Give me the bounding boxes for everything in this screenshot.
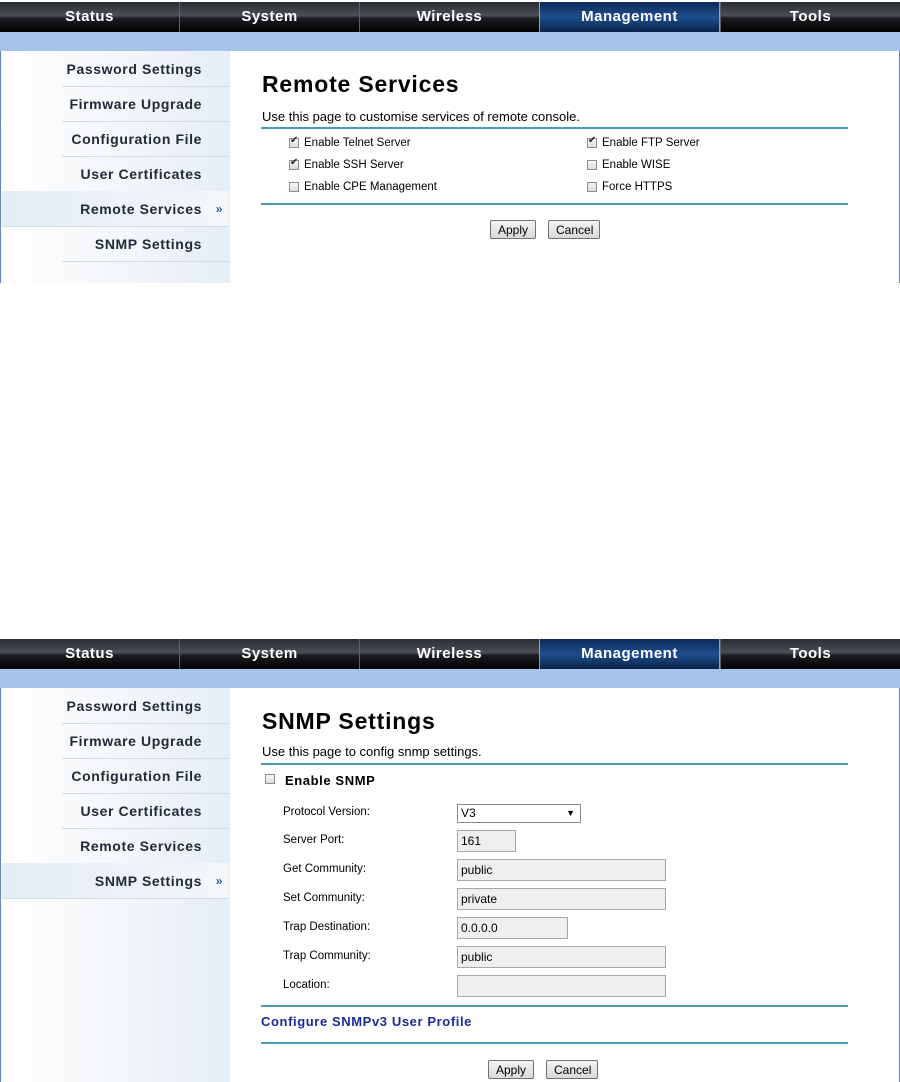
dropdown-caret-icon: ▼ xyxy=(566,808,575,818)
ftp-label: Enable FTP Server xyxy=(602,137,700,149)
ftp-checkbox-row[interactable] xyxy=(587,137,700,149)
trap-destination-input[interactable]: 0.0.0.0 xyxy=(457,917,568,939)
sidebar-item-label: User Certificates xyxy=(80,166,202,182)
sub-header-band xyxy=(0,32,900,51)
sidebar-item-label: Configuration File xyxy=(71,768,202,784)
wise-checkbox[interactable] xyxy=(587,160,597,170)
nav-tab-management[interactable]: Management xyxy=(539,639,720,669)
sidebar-item-snmp-settings[interactable] xyxy=(62,226,229,262)
enable-snmp-row[interactable] xyxy=(265,774,280,784)
divider xyxy=(261,127,848,129)
get-community-input[interactable]: public xyxy=(457,859,666,881)
sidebar-item-label: User Certificates xyxy=(80,803,202,819)
apply-button[interactable]: Apply xyxy=(488,1060,534,1079)
sidebar-item-password-settings[interactable] xyxy=(62,51,229,87)
cancel-button[interactable]: Cancel xyxy=(546,1060,598,1079)
cancel-button[interactable]: Cancel xyxy=(548,220,600,239)
location-input[interactable] xyxy=(457,975,666,997)
ssh-label: Enable SSH Server xyxy=(304,159,404,171)
divider xyxy=(261,1042,848,1044)
enable-snmp-checkbox[interactable] xyxy=(265,774,275,784)
ssh-checkbox-row[interactable] xyxy=(289,159,404,171)
protocol-version-label: Protocol Version: xyxy=(283,806,370,818)
https-label: Force HTTPS xyxy=(602,181,673,193)
trap-community-input[interactable]: public xyxy=(457,946,666,968)
divider xyxy=(261,203,848,205)
wise-checkbox-row[interactable] xyxy=(587,159,670,171)
configure-snmpv3-link[interactable]: Configure SNMPv3 User Profile xyxy=(261,1014,472,1029)
set-community-input[interactable]: private xyxy=(457,888,666,910)
set-community-label: Set Community: xyxy=(283,892,365,904)
sidebar-item-label: Password Settings xyxy=(66,61,202,77)
nav-tab-wireless[interactable]: Wireless xyxy=(359,639,539,669)
sidebar-item-user-certificates[interactable] xyxy=(62,156,229,192)
active-arrow-icon: » xyxy=(215,202,223,216)
ftp-checkbox[interactable] xyxy=(587,138,597,148)
nav-tab-tools[interactable]: Tools xyxy=(720,639,900,669)
sidebar-item-label: SNMP Settings xyxy=(94,873,202,889)
divider xyxy=(261,763,848,765)
telnet-label: Enable Telnet Server xyxy=(304,137,411,149)
main-frame xyxy=(0,51,900,283)
sidebar-item-snmp-settings[interactable] xyxy=(2,863,229,899)
sidebar xyxy=(2,688,230,1082)
main-frame xyxy=(0,688,900,1082)
active-arrow-icon: » xyxy=(215,874,223,888)
page-description: Use this page to config snmp settings. xyxy=(262,744,482,759)
sidebar-item-label: Password Settings xyxy=(66,698,202,714)
sidebar-item-firmware-upgrade[interactable] xyxy=(62,86,229,122)
cpe-label: Enable CPE Management xyxy=(304,181,437,193)
sidebar-item-firmware-upgrade[interactable] xyxy=(62,723,229,759)
server-port-label: Server Port: xyxy=(283,834,345,846)
sidebar-item-configuration-file[interactable] xyxy=(62,121,229,157)
nav-tab-status[interactable]: Status xyxy=(65,645,114,662)
protocol-version-value: V3 xyxy=(461,806,476,820)
get-community-label: Get Community: xyxy=(283,863,367,875)
https-checkbox-row[interactable] xyxy=(587,181,672,193)
wise-label: Enable WISE xyxy=(602,159,671,171)
enable-snmp-label: Enable SNMP xyxy=(285,773,376,788)
top-nav xyxy=(0,639,900,669)
sidebar-item-label: Configuration File xyxy=(71,131,202,147)
page-description: Use this page to customise services of remote console. xyxy=(262,109,580,124)
sidebar-item-label: SNMP Settings xyxy=(94,236,202,252)
divider xyxy=(261,1005,848,1007)
top-nav xyxy=(0,2,900,32)
remote-services-screen xyxy=(0,0,900,283)
sidebar xyxy=(2,51,230,283)
protocol-version-select[interactable] xyxy=(457,804,581,823)
trap-community-label: Trap Community: xyxy=(283,950,371,962)
location-label: Location: xyxy=(283,979,330,991)
sidebar-item-password-settings[interactable] xyxy=(62,688,229,724)
apply-button[interactable]: Apply xyxy=(490,220,536,239)
nav-tab-status[interactable]: Status xyxy=(65,8,114,25)
sidebar-item-label: Remote Services xyxy=(80,201,202,217)
telnet-checkbox-row[interactable] xyxy=(289,137,411,149)
sidebar-item-remote-services[interactable] xyxy=(2,191,229,227)
sidebar-item-configuration-file[interactable] xyxy=(62,758,229,794)
nav-tab-system[interactable]: System xyxy=(179,2,359,32)
cpe-checkbox-row[interactable] xyxy=(289,181,437,193)
page-title: SNMP Settings xyxy=(262,708,436,734)
snmp-settings-screen xyxy=(0,637,900,1082)
nav-tab-wireless[interactable]: Wireless xyxy=(359,2,539,32)
sidebar-item-label: Firmware Upgrade xyxy=(69,733,202,749)
force-https-checkbox[interactable] xyxy=(587,182,597,192)
ssh-checkbox[interactable] xyxy=(289,160,299,170)
page-title: Remote Services xyxy=(262,71,460,97)
sidebar-item-label: Firmware Upgrade xyxy=(69,96,202,112)
sub-header-band xyxy=(0,669,900,688)
sidebar-item-remote-services[interactable] xyxy=(62,828,229,864)
cpe-management-checkbox[interactable] xyxy=(289,182,299,192)
telnet-checkbox[interactable] xyxy=(289,138,299,148)
nav-tab-system[interactable]: System xyxy=(179,639,359,669)
server-port-input[interactable]: 161 xyxy=(457,830,516,852)
nav-tab-management[interactable]: Management xyxy=(539,2,720,32)
trap-destination-label: Trap Destination: xyxy=(283,921,371,933)
nav-tab-tools[interactable]: Tools xyxy=(720,2,900,32)
sidebar-item-label: Remote Services xyxy=(80,838,202,854)
sidebar-item-user-certificates[interactable] xyxy=(62,793,229,829)
